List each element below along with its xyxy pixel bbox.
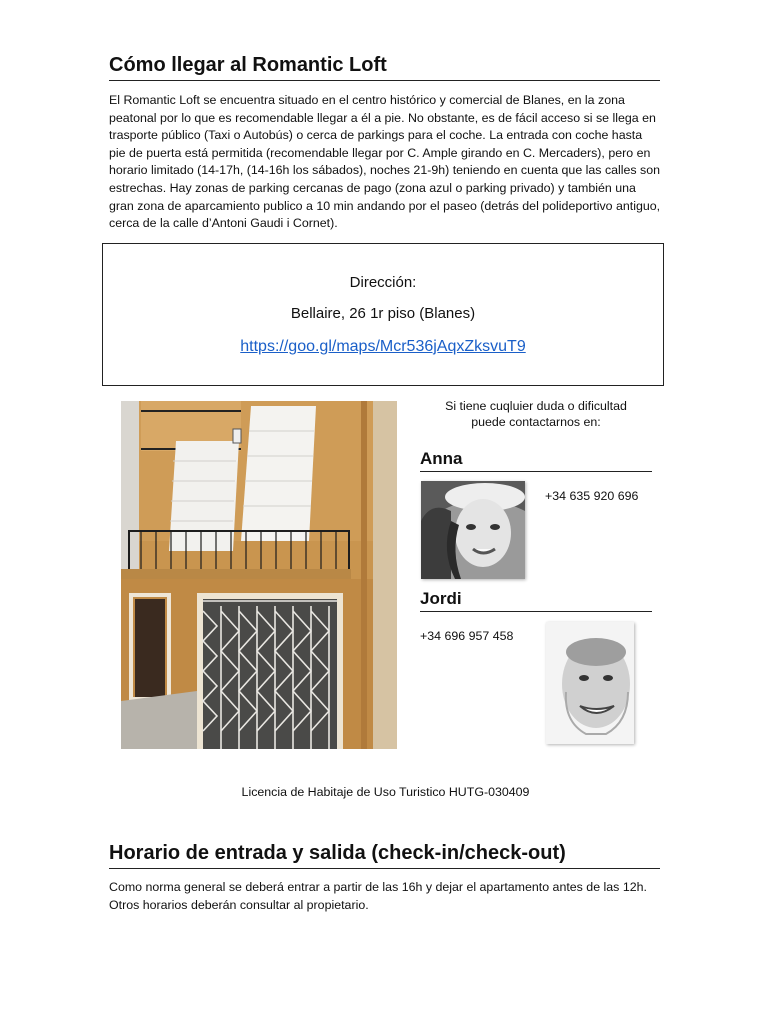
checkin-paragraph: Como norma general se deberá entrar a partir de las 16h y dejar el apartamento antes de las 12h. Otros horarios deberán consultar al propietario. — [109, 880, 647, 912]
phone-jordi[interactable]: +34 696 957 458 — [420, 629, 514, 643]
section-title-checkin: Horario de entrada y salida (check-in/check-out) — [109, 841, 660, 869]
tourist-license: Licencia de Habitaje de Uso Turistico HUTG-030409 — [241, 785, 530, 799]
avatar-anna — [421, 481, 525, 579]
maps-link[interactable]: https://goo.gl/maps/Mcr536jAqxZksvuT9 — [240, 338, 526, 355]
contact-name-anna: Anna — [420, 448, 652, 472]
directions-paragraph: El Romantic Loft se encuentra situado en el centro histórico y comercial de Blanes, en la zona peatonal por lo que es recomendable llegar a él a pie. No obstante, es de fácil acceso si se llega en trasporte público (Taxi o Autobús) o cerca de parkings para el coche. La entrada con coche hasta pie de puerta está permitida (recomendable llegar por C. Ample girando en C. Mercaders), pero en horario limitado (14-17h, (14-16h los sábados), noches 21-9h) teniendo en cuenta que las calles son estrechas. Hay zonas de parking cercanas de pago (zona azul o parking privado) y también una gran zona de aparcamiento publico a 10 min andando por el paseo (detrás del polideportivo antiguo, cerca de la calle d’Antoni Gaudi i Cornet). — [109, 93, 661, 231]
building-photo — [121, 401, 397, 749]
contact-intro — [420, 398, 652, 430]
contact-name-jordi: Jordi — [420, 588, 652, 612]
avatar-jordi — [546, 622, 634, 744]
contact-intro-line-2: puede contactarnos en: — [471, 415, 601, 429]
phone-anna[interactable]: +34 635 920 696 — [545, 489, 639, 503]
address-street: Bellaire, 26 1r piso (Blanes) — [290, 305, 476, 322]
address-box — [102, 243, 664, 386]
contact-intro-line-1: Si tiene cuqluier duda o dificultad — [445, 399, 627, 413]
address-label: Dirección: — [349, 274, 417, 291]
section-title-directions: Cómo llegar al Romantic Loft — [109, 53, 660, 81]
